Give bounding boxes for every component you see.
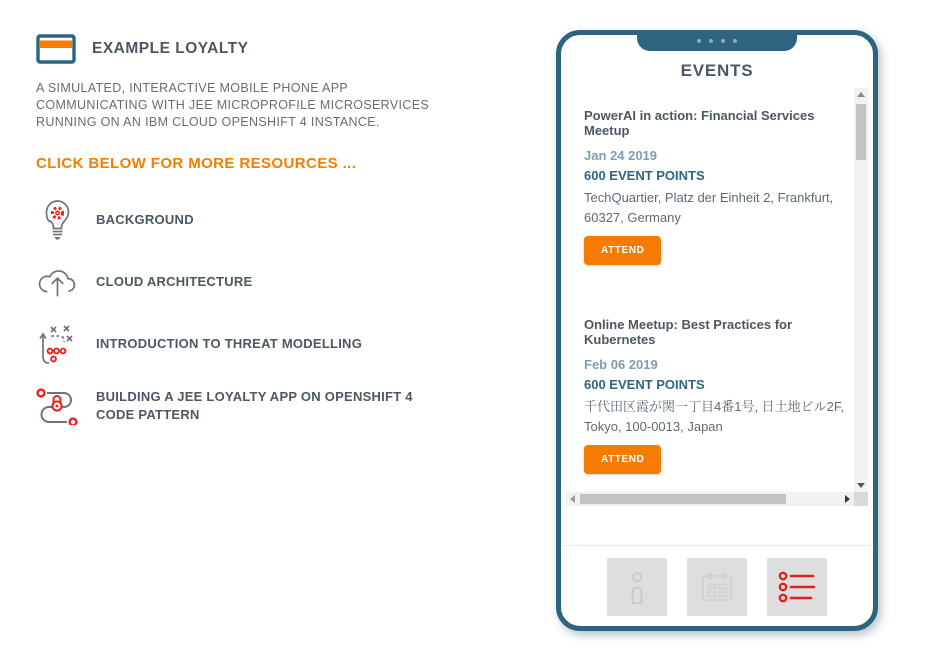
- scrollbar-corner: [854, 492, 868, 506]
- event-date: Jan 24 2019: [584, 148, 658, 163]
- event-address-line2: 60327, Germany: [584, 210, 681, 225]
- notch-dot: [733, 39, 737, 43]
- lightbulb-gear-icon: [36, 199, 78, 241]
- attend-button[interactable]: ATTEND: [584, 236, 661, 265]
- resources-cta[interactable]: CLICK BELOW FOR MORE RESOURCES ...: [36, 155, 357, 172]
- event-address-line1: TechQuartier, Platz der Einheit 2, Frankfurt,: [584, 190, 834, 205]
- resource-label: INTRODUCTION TO THREAT MODELLING: [96, 336, 363, 351]
- app-description: A SIMULATED, INTERACTIVE MOBILE PHONE APP COMMUNICATING WITH JEE MICROPROFILE MICROSERVICES RUNNING ON AN IBM CLOUD OPENSHIFT 4 INSTANCE.: [36, 81, 430, 129]
- page-title: EXAMPLE LOYALTY: [92, 40, 249, 57]
- events-list: [566, 88, 854, 492]
- nav-profile-button[interactable]: [607, 558, 667, 616]
- scroll-right-arrow-icon[interactable]: [845, 495, 850, 503]
- left-panel: [36, 34, 466, 447]
- event-address-line2: Tokyo, 100-0013, Japan: [584, 419, 723, 434]
- calendar-icon: [700, 571, 734, 603]
- cloud-upload-icon: [36, 261, 78, 303]
- event-address: [584, 397, 850, 437]
- event-date: Feb 06 2019: [584, 357, 658, 372]
- vertical-scrollbar[interactable]: [854, 88, 868, 492]
- resource-link-threat-modelling[interactable]: [36, 323, 466, 365]
- notch-dot: [709, 39, 713, 43]
- scroll-down-arrow-icon[interactable]: [857, 483, 865, 488]
- event-address-line1: 千代田区霞が関一丁目4番1号, 日土地ビル2F,: [584, 399, 845, 414]
- event-title: Online Meetup: Best Practices for Kubernetes: [584, 317, 793, 347]
- resource-label: BACKGROUND: [96, 212, 194, 227]
- scroll-left-arrow-icon[interactable]: [570, 495, 575, 503]
- notch-dot: [697, 39, 701, 43]
- vertical-scrollbar-thumb[interactable]: [856, 104, 866, 160]
- bottom-nav: [561, 558, 873, 616]
- event-address: [584, 188, 850, 228]
- scroll-up-arrow-icon[interactable]: [857, 92, 865, 97]
- event-points: 600 EVENT POINTS: [584, 168, 705, 183]
- nav-events-button[interactable]: [767, 558, 827, 616]
- notch-dot: [721, 39, 725, 43]
- horizontal-scrollbar[interactable]: [566, 492, 854, 506]
- resource-label: BUILDING A JEE LOYALTY APP ON OPENSHIFT 4 CODE PATTERN: [96, 389, 413, 422]
- nav-calendar-button[interactable]: [687, 558, 747, 616]
- attend-button[interactable]: ATTEND: [584, 445, 661, 474]
- bottom-nav-divider: [561, 545, 873, 546]
- resource-label: CLOUD ARCHITECTURE: [96, 274, 253, 289]
- event-card: [584, 317, 850, 474]
- horizontal-scrollbar-thumb[interactable]: [580, 494, 786, 504]
- resource-link-cloud-architecture[interactable]: [36, 261, 466, 303]
- person-icon: [624, 569, 650, 605]
- event-title: PowerAI in action: Financial Services Meetup: [584, 108, 815, 138]
- events-screen-title: EVENTS: [680, 61, 754, 80]
- resource-list: [36, 199, 466, 427]
- event-card: [584, 108, 850, 265]
- resource-link-code-pattern[interactable]: [36, 385, 466, 427]
- events-scroll-area: [566, 88, 868, 506]
- roadmap-lock-icon: [36, 385, 78, 427]
- strategy-icon: [36, 323, 78, 365]
- loyalty-card-icon: [36, 34, 76, 64]
- list-icon: [777, 570, 817, 604]
- left-panel-header: [36, 34, 466, 64]
- event-points: 600 EVENT POINTS: [584, 377, 705, 392]
- phone-notch: [637, 30, 797, 51]
- phone-mockup: [556, 30, 878, 631]
- resource-link-background[interactable]: [36, 199, 466, 241]
